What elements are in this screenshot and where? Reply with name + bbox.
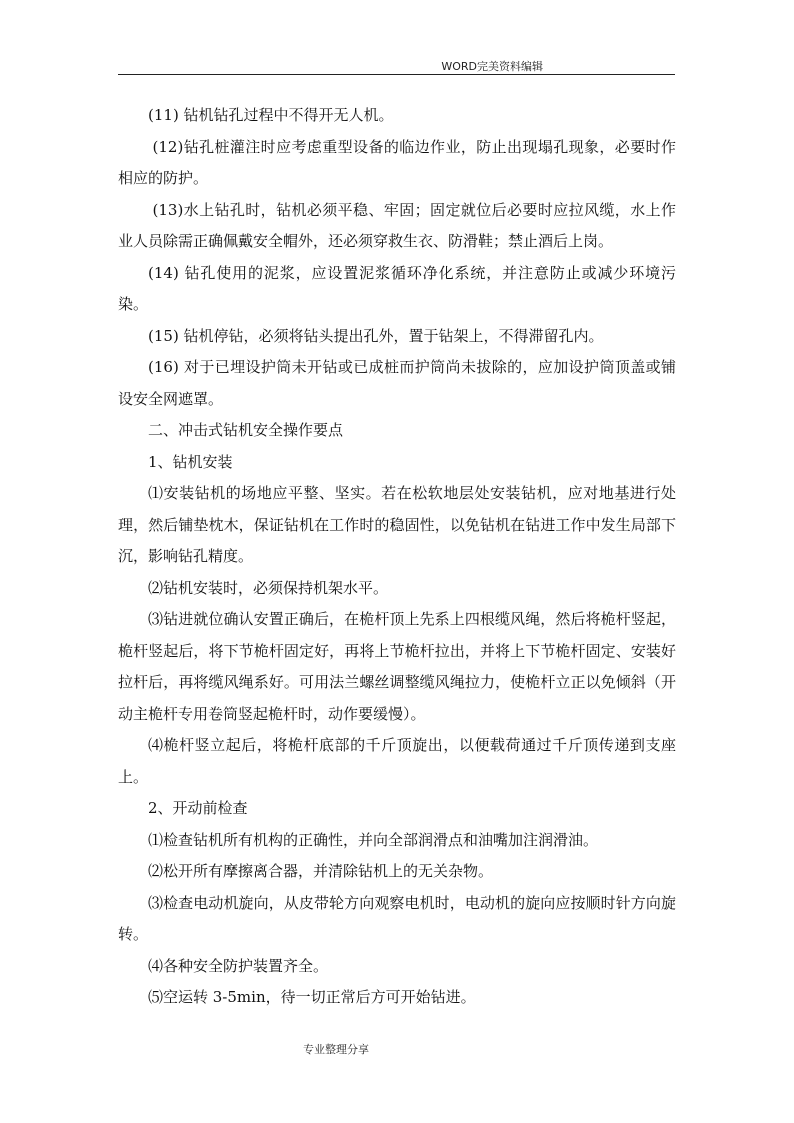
document-body	[118, 100, 676, 1014]
paragraph-check-4: ⑷各种安全防护装置齐全。	[148, 956, 329, 975]
paragraph-rule-11: (11) 钻机钻孔过程中不得开无人机。	[148, 106, 394, 124]
section-heading: 二、冲击式钻机安全操作要点	[148, 421, 344, 439]
subsection-heading-install: 1、钻机安装	[148, 452, 233, 471]
paragraph-check-3: ⑶检查电动机旋向，从皮带轮方向观察电机时，电动机的旋向应按顺时针方向旋转。	[118, 893, 676, 943]
subsection-heading-check: 2、开动前检查	[148, 799, 248, 817]
page-header	[118, 56, 675, 75]
paragraph-rule-13: (13)水上钻孔时，钻机必须平稳、牢固；固定就位后必要时应拉风缆，水上作业人员除需正确佩戴安全帽外，还必须穿救生衣、防滑鞋；禁止酒后上岗。	[118, 200, 676, 250]
paragraph-rule-16: (16) 对于已埋设护筒未开钻或已成桩而护筒尚未拔除的，应加设护筒顶盖或铺设安全网遮罩。	[118, 358, 676, 408]
paragraph-rule-14: (14) 钻孔使用的泥浆，应设置泥浆循环净化系统，并注意防止或减少环境污染。	[118, 263, 676, 313]
paragraph-install-4: ⑷桅杆竖立起后，将桅杆底部的千斤顶旋出，以便载荷通过千斤顶传递到支座上。	[118, 736, 676, 786]
paragraph-install-1: ⑴安装钻机的场地应平整、坚实。若在松软地层处安装钻机，应对地基进行处理，然后铺垫枕木，保证钻机在工作时的稳固性，以免钻机在钻进工作中发生局部下沉，影响钻孔精度。	[118, 484, 676, 565]
page-footer: 专业整理分享	[303, 1043, 369, 1056]
paragraph-check-2: ⑵松开所有摩擦离合器，并清除钻机上的无关杂物。	[148, 862, 494, 880]
header-text: WORD完美资料编辑	[441, 60, 543, 73]
paragraph-install-2: ⑵钻机安装时，必须保持机架水平。	[148, 578, 389, 597]
paragraph-check-1: ⑴检查钻机所有机构的正确性，并向全部润滑点和油嘴加注润滑油。	[148, 830, 599, 849]
paragraph-check-5: ⑸空运转 3-5min，待一切正常后方可开始钻进。	[148, 988, 476, 1006]
paragraph-rule-15: (15) 钻机停钻，必须将钻头提出孔外，置于钻架上，不得滞留孔内。	[148, 326, 604, 345]
paragraph-install-3: ⑶钻进就位确认安置正确后，在桅杆顶上先系上四根缆风绳，然后将桅杆竖起，桅杆竖起后，将下节桅杆固定好，再将上节桅杆拉出，并将上下节桅杆固定、安装好拉杆后，再将缆风绳系好。可用法兰螺丝调整缆风绳拉力，使桅杆立正以免倾斜（开动主桅杆专用卷筒竖起桅杆时，动作要缓慢）。	[118, 610, 676, 723]
paragraph-rule-12: (12)钻孔桩灌注时应考虑重型设备的临边作业，防止出现塌孔现象，必要时作相应的防护。	[118, 137, 676, 187]
